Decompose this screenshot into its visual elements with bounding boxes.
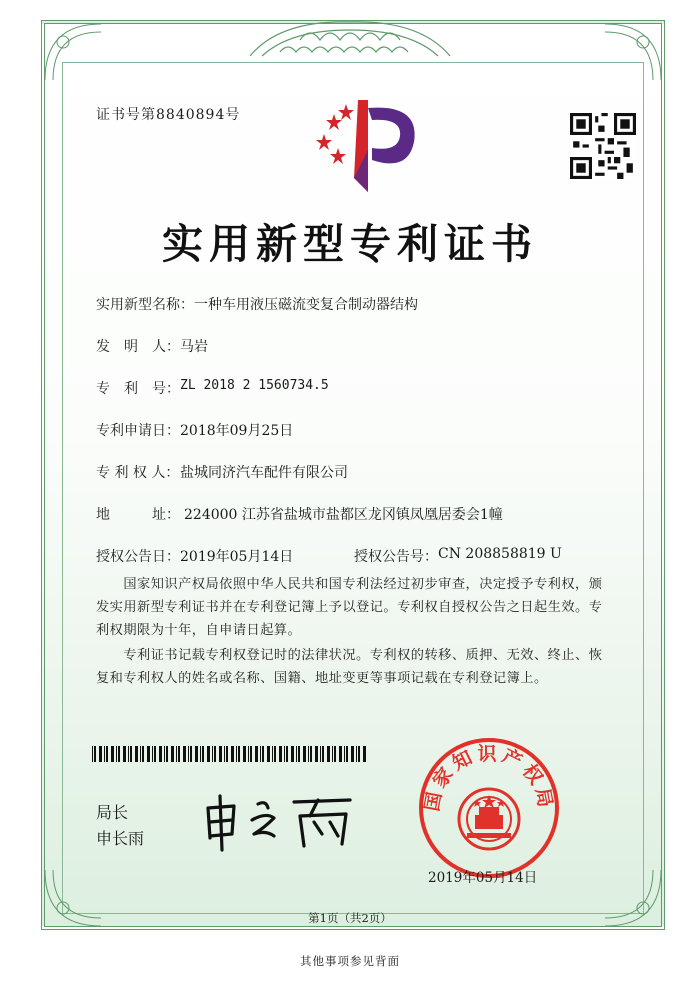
inventor-value: 马岩 [180, 339, 208, 355]
signatory-title: 局长 [96, 803, 129, 822]
patent-holder-value: 盐城同济汽车配件有限公司 [180, 465, 348, 481]
svg-text:国家知识产权局: 国家知识产权局 [421, 742, 557, 813]
patent-office-logo [316, 100, 422, 192]
corner-ornament-top-left [41, 20, 107, 86]
patent-holder-label: 专 利 权 人： [96, 465, 180, 481]
grant-number-label: 授权公告号： [354, 549, 438, 565]
seal-date: 2019年05月14日 [428, 870, 538, 886]
footer-note: 其他事项参见背面 [300, 954, 400, 968]
address-value: 224000 江苏省盐城市盐都区龙冈镇凤凰居委会1幢 [184, 507, 503, 523]
certificate-title: 实用新型专利证书 [162, 220, 538, 268]
page-indicator: 第1页（共2页） [308, 911, 392, 925]
handwritten-signature [200, 790, 360, 852]
top-border-ornament [240, 16, 460, 64]
grant-date-value: 2019年05月14日 [180, 549, 294, 565]
name-value: 一种车用液压磁流变复合制动器结构 [194, 297, 418, 313]
statement-paragraph-1: 国家知识产权局依照中华人民共和国专利法经过初步审查，决定授予专利权，颁发实用新型专利证书并在专利登记簿上予以登记。专利权自授权公告之日起生效。专利权期限为十年，自申请日起算。 [96, 577, 603, 638]
inventor-label: 发 明 人： [96, 339, 180, 355]
signatory-name: 申长雨 [96, 829, 145, 848]
corner-ornament-top-right [599, 20, 665, 86]
official-red-seal [416, 735, 562, 881]
filing-date-label: 专利申请日： [96, 423, 180, 439]
address-label: 地 址： [96, 507, 180, 523]
barcode [92, 746, 368, 762]
grant-date-label: 授权公告日： [96, 549, 180, 565]
qr-code [570, 113, 636, 179]
patent-number-value: ZL 2018 2 1560734.5 [180, 378, 329, 393]
statement-paragraph-2: 专利证书记载专利权登记时的法律状况。专利权的转移、质押、无效、终止、恢复和专利权人的姓名或名称、国籍、地址变更等事项记载在专利登记簿上。 [96, 648, 603, 686]
grant-number-value: CN 208858819 U [438, 546, 562, 562]
filing-date-value: 2018年09月25日 [180, 423, 294, 439]
name-label: 实用新型名称： [96, 297, 194, 313]
certificate-number: 证书号第8840894号 [96, 107, 241, 123]
patent-number-label: 专 利 号： [96, 381, 180, 397]
